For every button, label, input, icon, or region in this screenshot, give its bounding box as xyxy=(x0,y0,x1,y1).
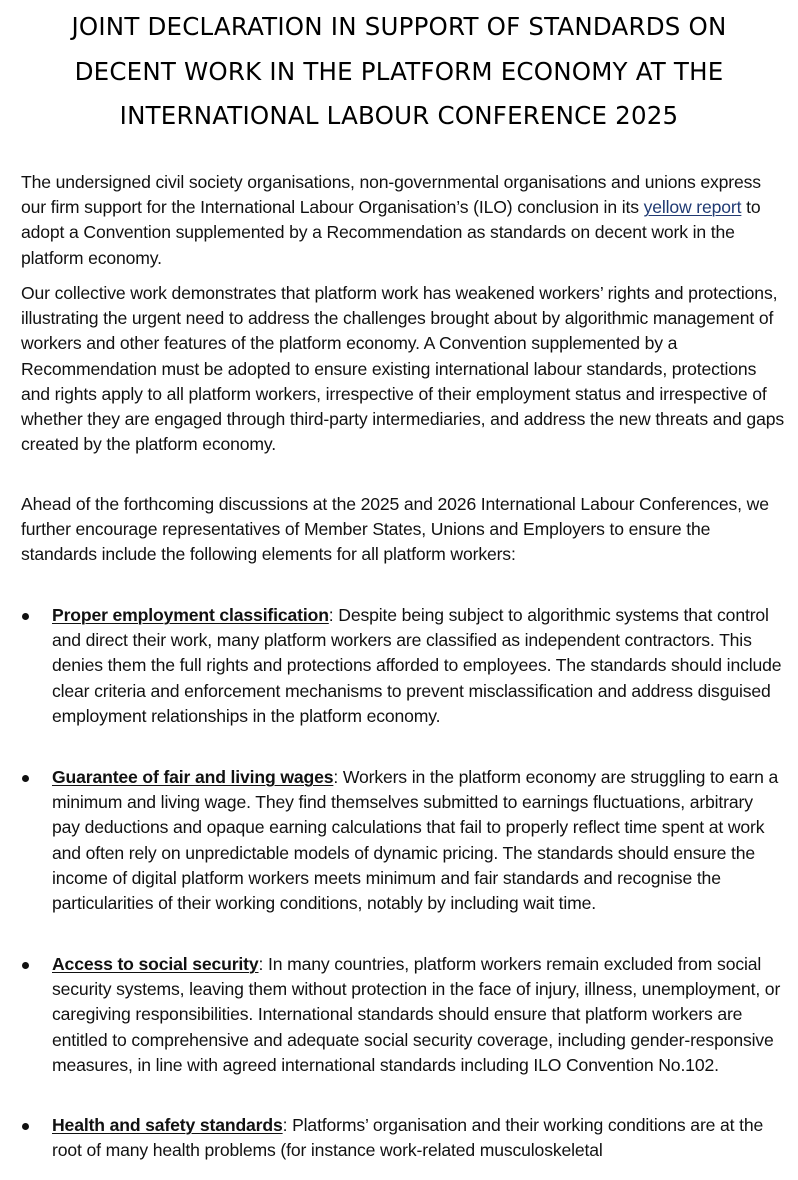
intro-text-before-link: The undersigned civil society organisations, non-governmental organisations and unions express our firm support for the International Labour Organisation’s (ILO) conclusion in its xyxy=(21,172,761,218)
yellow-report-link[interactable]: yellow report xyxy=(643,197,742,218)
bullet-body: : Despite being subject to algorithmic systems that control and direct their work, many platform workers are classified as independent contractors. This denies them the full rights and protections afforded to employees. The standards should include clear criteria and enforcement mechanisms to prevent misclassification and address disguised employment relationships in the platform economy. xyxy=(52,605,782,726)
bullet-heading: Guarantee of fair and living wages xyxy=(52,767,334,787)
bullet-icon xyxy=(22,775,29,782)
collective-work-paragraph: Our collective work demonstrates that platform work has weakened workers’ rights and protections, illustrating the urgent need to address the challenges brought about by algorithmic management of workers and other features of the platform economy. A Convention supplemented by a Recommendation must be adopted to ensure existing international labour standards, protections and rights apply to all platform workers, irrespective of their employment status and irrespective of whether they are engaged through third-party intermediaries, and address the new threats and gaps created by the platform economy. xyxy=(21,283,784,455)
bullet-icon xyxy=(22,1123,29,1130)
bullet-icon xyxy=(22,962,29,969)
bullet-heading: Access to social security xyxy=(52,954,259,974)
intro-paragraph xyxy=(21,170,785,271)
forthcoming-discussions-paragraph: Ahead of the forthcoming discussions at the 2025 and 2026 International Labour Conferences, we further encourage representatives of Member States, Unions and Employers to ensure the standards include the following elements for all platform workers: xyxy=(21,494,769,565)
bullet-body: : Workers in the platform economy are struggling to earn a minimum and living wage. They find themselves submitted to earnings fluctuations, arbitrary pay deductions and opaque earning calculations that fail to properly reflect time spent at work and often rely on unpredictable models of dynamic pricing. The standards should ensure the income of digital platform workers meets minimum and fair standards and recognise the particularities of their working conditions, notably by including wait time. xyxy=(52,767,779,914)
document-title: JOINT DECLARATION IN SUPPORT OF STANDARDS ON DECENT WORK IN THE PLATFORM ECONOMY AT THE INTERNATIONAL LABOUR CONFERENCE 2025 xyxy=(71,12,727,130)
bullet-heading: Health and safety standards xyxy=(52,1115,283,1135)
bullet-heading: Proper employment classification xyxy=(52,605,329,625)
bullet-body: : Platforms’ organisation and their working conditions are at the root of many health problems (for instance work-related musculoskeletal xyxy=(52,1115,764,1161)
bullet-icon xyxy=(22,613,29,620)
intro-text-after-link: to adopt a Convention supplemented by a Recommendation as standards on decent work in the platform economy. xyxy=(21,197,761,268)
bullet-body: : In many countries, platform workers remain excluded from social security systems, leaving them without protection in the face of injury, illness, unemployment, or caregiving responsibilities. International standards should ensure that platform workers are entitled to comprehensive and adequate social security coverage, including gender-responsive measures, in line with agreed international standards including ILO Convention No.102. xyxy=(52,954,781,1075)
